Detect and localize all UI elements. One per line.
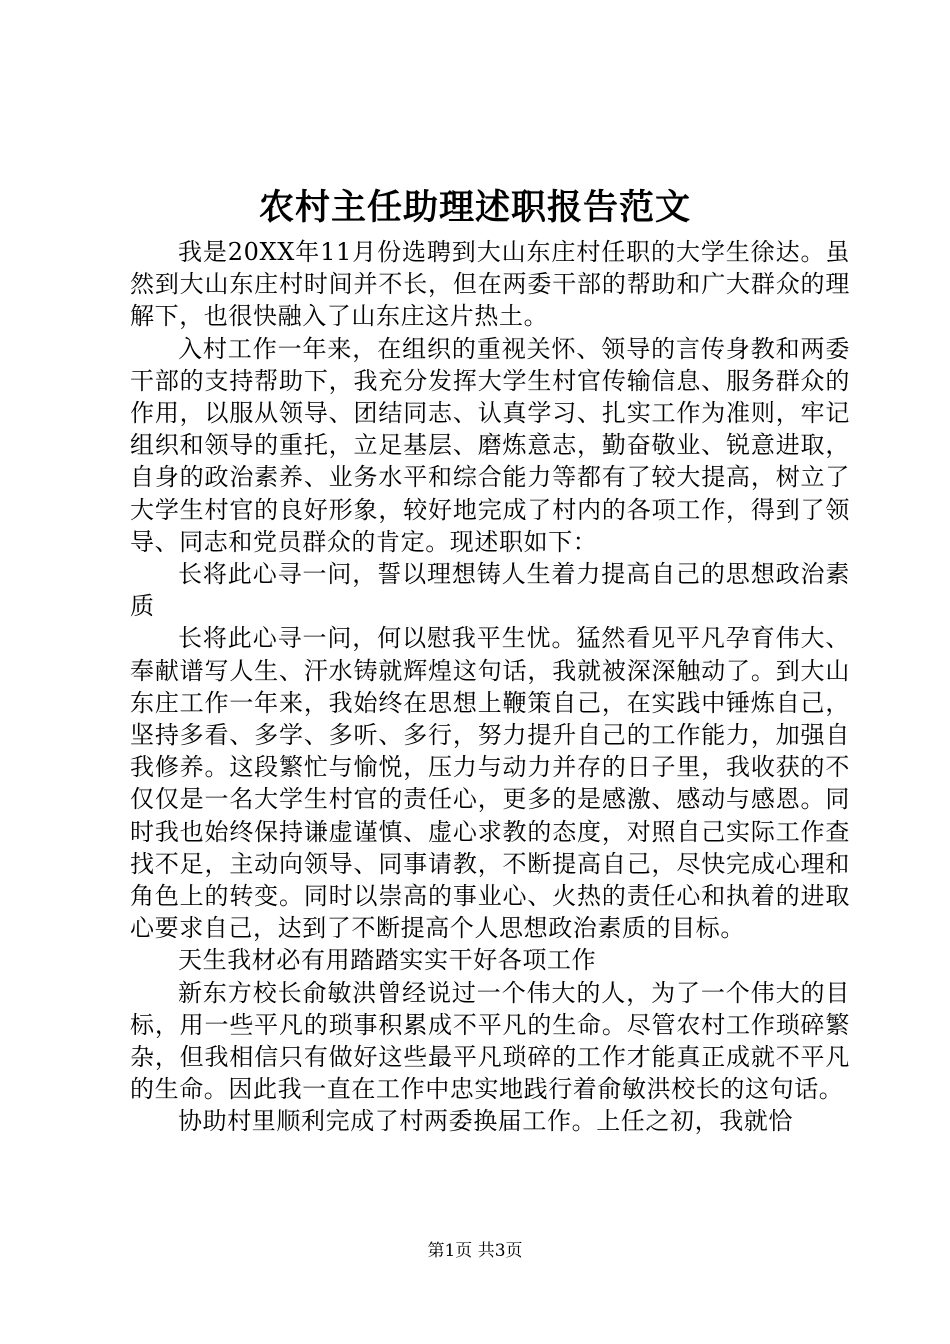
paragraph-work: 新东方校长俞敏洪曾经说过一个伟大的人，为了一个伟大的目标，用一些平凡的琐事积累成不平凡的生命。尽管农村工作琐碎繁杂，但我相信只有做好这些最平凡琐碎的工作才能真正成就不平凡的生命。因此我一直在工作中忠实地践行着俞敏洪校长的这句话。 bbox=[130, 978, 850, 1104]
document-body bbox=[130, 236, 850, 1138]
paragraph-overview: 入村工作一年来，在组织的重视关怀、领导的言传身教和两委干部的支持帮助下，我充分发挥大学生村官传输信息、服务群众的作用，以服从领导、团结同志、认真学习、扎实工作为准则，牢记组织和领导的重托，立足基层、磨炼意志，勤奋敬业、锐意进取，自身的政治素养、业务水平和综合能力等都有了较大提高，树立了大学生村官的良好形象，较好地完成了村内的各项工作，得到了领导、同志和党员群众的肯定。现述职如下： bbox=[130, 334, 850, 556]
page-number-footer: 第1页 共3页 bbox=[427, 1241, 523, 1261]
section-heading-work: 天生我材必有用踏踏实实干好各项工作 bbox=[178, 946, 597, 975]
paragraph-intro: 我是20XX年11月份选聘到大山东庄村任职的大学生徐达。虽然到大山东庄村时间并不长，但在两委干部的帮助和广大群众的理解下，也很快融入了山东庄这片热土。 bbox=[130, 238, 850, 331]
paragraph-ideology: 长将此心寻一问，何以慰我平生忧。猛然看见平凡孕育伟大、奉献谱写人生、汗水铸就辉煌这句话，我就被深深触动了。到大山东庄工作一年来，我始终在思想上鞭策自己，在实践中锤炼自己，坚持多看、多学、多听、多行，努力提升自己的工作能力，加强自我修养。这段繁忙与愉悦，压力与动力并存的日子里，我收获的不仅仅是一名大学生村官的责任心，更多的是感激、感动与感恩。同时我也始终保持谦虚谨慎、虚心求教的态度，对照自己实际工作查找不足，主动向领导、同事请教，不断提高自己，尽快完成心理和角色上的转变。同时以崇高的事业心、火热的责任心和执着的进取心要求自己，达到了不断提高个人思想政治素质的目标。 bbox=[130, 624, 850, 943]
document-title: 农村主任助理述职报告范文 bbox=[258, 187, 691, 228]
paragraph-election: 协助村里顺利完成了村两委换届工作。上任之初，我就恰 bbox=[178, 1107, 793, 1136]
section-heading-ideology: 长将此心寻一问，誓以理想铸人生着力提高自己的思想政治素质 bbox=[130, 560, 850, 621]
